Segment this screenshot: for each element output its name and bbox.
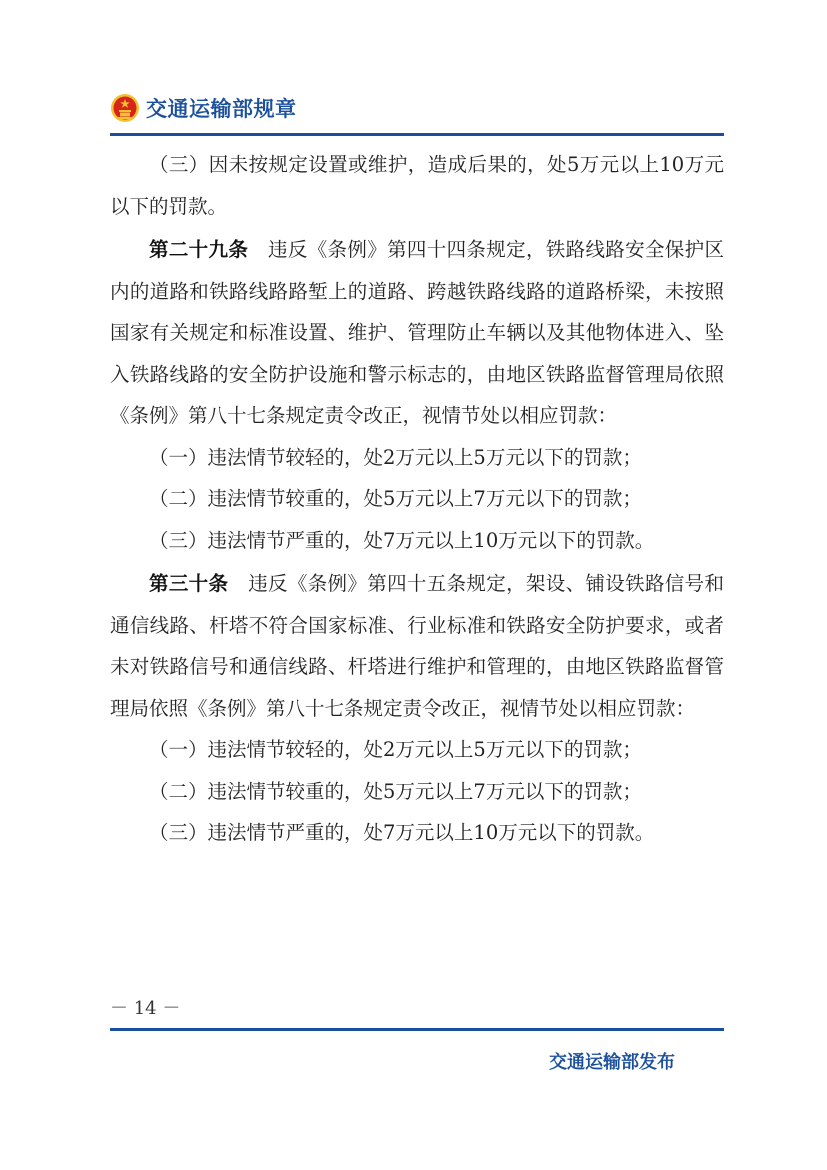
national-emblem-icon — [110, 93, 140, 123]
header-title: 交通运输部规章 — [146, 97, 297, 121]
article-29-label: 第二十九条 — [149, 238, 249, 261]
page-header — [110, 88, 724, 128]
article-30-item-1: （一）违法情节较轻的，处2万元以上5万元以下的罚款； — [149, 738, 642, 761]
header-divider — [110, 133, 724, 136]
article-29-item-1: （一）违法情节较轻的，处2万元以上5万元以下的罚款； — [149, 445, 642, 469]
document-body — [110, 144, 724, 854]
article-29-item-2: （二）违法情节较重的，处5万元以上7万元以下的罚款； — [149, 487, 642, 510]
page-number: － 14 － — [110, 998, 181, 1019]
article-30-label: 第三十条 — [149, 572, 229, 595]
article-30 — [110, 563, 724, 729]
article-29 — [110, 229, 724, 437]
article-30-text: 违反《条例》第四十五条规定，架设、铺设铁路信号和通信线路、杆塔不符合国家标准、行业标准和铁路安全防护要求，或者未对铁路信号和通信线路、杆塔进行维护和管理的，由地区铁路监督管理局依照《条例》第八十七条规定责令改正，视情节处以相应罚款： — [110, 572, 724, 720]
article-29-item-3: （三）违法情节严重的，处7万元以上10万元以下的罚款。 — [149, 528, 655, 552]
paragraph-art28-item3: （三）因未按规定设置或维护，造成后果的，处5万元以上10万元以下的罚款。 — [110, 153, 724, 218]
article-30-item-3: （三）违法情节严重的，处7万元以上10万元以下的罚款。 — [149, 821, 655, 844]
footer-divider — [110, 1028, 724, 1031]
article-29-text: 违反《条例》第四十四条规定，铁路线路安全保护区内的道路和铁路线路路堑上的道路、跨越铁路线路的道路桥梁，未按照国家有关规定和标准设置、维护、管理防止车辆以及其他物体进入、坠入铁路线路的安全防护设施和警示标志的，由地区铁路监督管理局依照《条例》第八十七条规定责令改正，视情节处以相应罚款： — [110, 238, 724, 427]
footer-publisher: 交通运输部发布 — [549, 1052, 675, 1073]
article-30-item-2: （二）违法情节较重的，处5万元以上7万元以下的罚款； — [149, 779, 642, 803]
